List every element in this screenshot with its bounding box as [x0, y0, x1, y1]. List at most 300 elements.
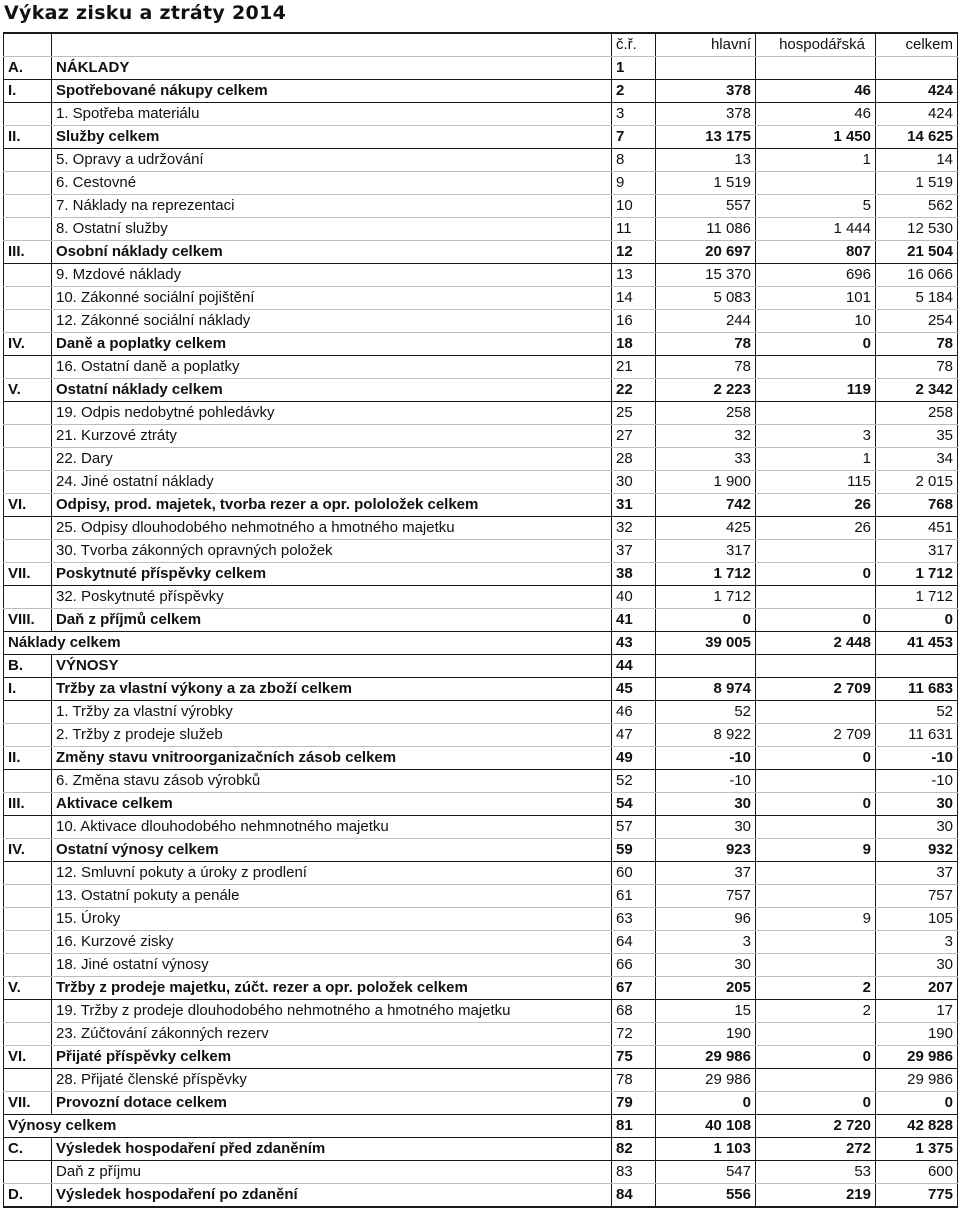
row-label: Spotřebované nákupy celkem: [52, 80, 612, 103]
section-marker: [4, 195, 52, 218]
row-number: 60: [612, 862, 656, 885]
row-number: 41: [612, 609, 656, 632]
value-main-activity: 317: [656, 540, 756, 563]
row-number: 30: [612, 471, 656, 494]
row-number: 45: [612, 678, 656, 701]
row-number: 44: [612, 655, 656, 678]
row-label: 25. Odpisy dlouhodobého nehmotného a hmotného majetku: [52, 517, 612, 540]
row-label: 15. Úroky: [52, 908, 612, 931]
row-label: Daň z příjmů celkem: [52, 609, 612, 632]
row-number: 83: [612, 1161, 656, 1184]
row-number: 47: [612, 724, 656, 747]
section-marker: [4, 931, 52, 954]
value-economic-activity: 9: [756, 908, 876, 931]
value-main-activity: 96: [656, 908, 756, 931]
value-total: 424: [876, 80, 958, 103]
section-row: [4, 1092, 958, 1115]
section-marker: VII.: [4, 563, 52, 586]
value-economic-activity: 53: [756, 1161, 876, 1184]
value-total: -10: [876, 770, 958, 793]
total-label: Náklady celkem: [4, 632, 612, 655]
value-main-activity: 923: [656, 839, 756, 862]
row-number: 82: [612, 1138, 656, 1161]
value-total: 5 184: [876, 287, 958, 310]
item-row: [4, 218, 958, 241]
section-marker: III.: [4, 793, 52, 816]
value-main-activity: 378: [656, 80, 756, 103]
value-main-activity: 8 974: [656, 678, 756, 701]
income-statement-table: [3, 32, 958, 1208]
value-main-activity: 15: [656, 1000, 756, 1023]
section-row: [4, 977, 958, 1000]
row-number: 81: [612, 1115, 656, 1138]
section-marker: [4, 103, 52, 126]
section-marker: I.: [4, 80, 52, 103]
value-main-activity: 78: [656, 356, 756, 379]
row-label: 16. Kurzové zisky: [52, 931, 612, 954]
header-total: celkem: [876, 33, 958, 57]
section-marker: [4, 586, 52, 609]
item-row: [4, 195, 958, 218]
value-economic-activity: 807: [756, 241, 876, 264]
item-row: [4, 770, 958, 793]
value-economic-activity: 2 709: [756, 678, 876, 701]
item-row: [4, 356, 958, 379]
value-economic-activity: 1 444: [756, 218, 876, 241]
value-economic-activity: 0: [756, 1092, 876, 1115]
section-marker: [4, 1000, 52, 1023]
value-main-activity: 1 712: [656, 563, 756, 586]
row-label: Tržby z prodeje majetku, zúčt. rezer a opr. položek celkem: [52, 977, 612, 1000]
value-main-activity: 1 900: [656, 471, 756, 494]
value-main-activity: 378: [656, 103, 756, 126]
value-total: 1 712: [876, 563, 958, 586]
section-row: [4, 1184, 958, 1208]
value-economic-activity: [756, 885, 876, 908]
value-total: 17: [876, 1000, 958, 1023]
section-marker: II.: [4, 126, 52, 149]
value-total: 12 530: [876, 218, 958, 241]
row-label: 16. Ostatní daně a poplatky: [52, 356, 612, 379]
value-main-activity: 39 005: [656, 632, 756, 655]
section-marker: [4, 425, 52, 448]
section-marker: [4, 724, 52, 747]
row-number: 46: [612, 701, 656, 724]
row-label: Tržby za vlastní výkony a za zboží celkem: [52, 678, 612, 701]
section-marker: VI.: [4, 494, 52, 517]
row-number: 28: [612, 448, 656, 471]
value-economic-activity: 2 448: [756, 632, 876, 655]
value-main-activity: -10: [656, 747, 756, 770]
value-economic-activity: 2: [756, 977, 876, 1000]
value-total: 0: [876, 609, 958, 632]
row-number: 66: [612, 954, 656, 977]
section-row: [4, 839, 958, 862]
row-number: 49: [612, 747, 656, 770]
item-row: [4, 264, 958, 287]
value-total: 35: [876, 425, 958, 448]
value-economic-activity: [756, 701, 876, 724]
row-label: 6. Cestovné: [52, 172, 612, 195]
section-marker: [4, 1023, 52, 1046]
row-label: 5. Opravy a udržování: [52, 149, 612, 172]
row-number: 79: [612, 1092, 656, 1115]
value-main-activity: 0: [656, 1092, 756, 1115]
row-label: Služby celkem: [52, 126, 612, 149]
value-main-activity: -10: [656, 770, 756, 793]
row-number: 16: [612, 310, 656, 333]
value-economic-activity: 1: [756, 448, 876, 471]
row-label: 13. Ostatní pokuty a penále: [52, 885, 612, 908]
row-label: 7. Náklady na reprezentaci: [52, 195, 612, 218]
value-main-activity: 742: [656, 494, 756, 517]
row-label: NÁKLADY: [52, 57, 612, 80]
value-economic-activity: 26: [756, 517, 876, 540]
value-main-activity: 30: [656, 954, 756, 977]
row-label: 18. Jiné ostatní výnosy: [52, 954, 612, 977]
section-marker: IV.: [4, 839, 52, 862]
row-label: Odpisy, prod. majetek, tvorba rezer a opr. pololožek celkem: [52, 494, 612, 517]
value-total: 21 504: [876, 241, 958, 264]
value-total: 42 828: [876, 1115, 958, 1138]
row-label: 1. Tržby za vlastní výrobky: [52, 701, 612, 724]
value-total: 0: [876, 1092, 958, 1115]
value-total: 207: [876, 977, 958, 1000]
row-number: 25: [612, 402, 656, 425]
value-total: 190: [876, 1023, 958, 1046]
row-number: 63: [612, 908, 656, 931]
row-label: Daně a poplatky celkem: [52, 333, 612, 356]
value-total: 254: [876, 310, 958, 333]
row-number: 31: [612, 494, 656, 517]
value-economic-activity: 2 709: [756, 724, 876, 747]
value-economic-activity: 5: [756, 195, 876, 218]
row-label: 8. Ostatní služby: [52, 218, 612, 241]
row-number: 84: [612, 1184, 656, 1208]
item-row: [4, 816, 958, 839]
row-number: 9: [612, 172, 656, 195]
value-total: 34: [876, 448, 958, 471]
value-total: 105: [876, 908, 958, 931]
value-total: 2 342: [876, 379, 958, 402]
item-row: [4, 448, 958, 471]
item-row: [4, 287, 958, 310]
value-main-activity: 557: [656, 195, 756, 218]
section-row: [4, 241, 958, 264]
value-economic-activity: 0: [756, 1046, 876, 1069]
row-number: 78: [612, 1069, 656, 1092]
row-number: 75: [612, 1046, 656, 1069]
section-marker: [4, 1161, 52, 1184]
value-main-activity: 205: [656, 977, 756, 1000]
row-label: Ostatní výnosy celkem: [52, 839, 612, 862]
value-main-activity: 0: [656, 609, 756, 632]
section-row: [4, 494, 958, 517]
row-label: Daň z příjmu: [52, 1161, 612, 1184]
value-main-activity: 13 175: [656, 126, 756, 149]
value-main-activity: 52: [656, 701, 756, 724]
item-row: [4, 1161, 958, 1184]
row-number: 27: [612, 425, 656, 448]
value-economic-activity: [756, 954, 876, 977]
row-number: 57: [612, 816, 656, 839]
value-main-activity: 33: [656, 448, 756, 471]
item-row: [4, 724, 958, 747]
value-total: 258: [876, 402, 958, 425]
value-total: 775: [876, 1184, 958, 1208]
item-row: [4, 1069, 958, 1092]
row-number: 12: [612, 241, 656, 264]
value-main-activity: 258: [656, 402, 756, 425]
section-marker: [4, 1069, 52, 1092]
value-total: 41 453: [876, 632, 958, 655]
value-main-activity: 32: [656, 425, 756, 448]
value-main-activity: 244: [656, 310, 756, 333]
value-economic-activity: [756, 402, 876, 425]
value-total: 30: [876, 954, 958, 977]
row-label: Osobní náklady celkem: [52, 241, 612, 264]
value-economic-activity: 46: [756, 80, 876, 103]
header-main-activity: hlavní: [656, 33, 756, 57]
section-marker: A.: [4, 57, 52, 80]
value-main-activity: 13: [656, 149, 756, 172]
item-row: [4, 425, 958, 448]
item-row: [4, 701, 958, 724]
item-row: [4, 172, 958, 195]
section-marker: I.: [4, 678, 52, 701]
row-number: 22: [612, 379, 656, 402]
value-total: 1 375: [876, 1138, 958, 1161]
section-row: [4, 793, 958, 816]
value-economic-activity: 2: [756, 1000, 876, 1023]
section-marker: [4, 448, 52, 471]
row-number: 14: [612, 287, 656, 310]
value-total: 30: [876, 816, 958, 839]
section-row: [4, 126, 958, 149]
value-economic-activity: 2 720: [756, 1115, 876, 1138]
item-row: [4, 1023, 958, 1046]
header-row: [4, 33, 958, 57]
value-main-activity: [656, 655, 756, 678]
section-row: [4, 655, 958, 678]
value-total: [876, 655, 958, 678]
value-total: 768: [876, 494, 958, 517]
row-label: 19. Tržby z prodeje dlouhodobého nehmotného a hmotného majetku: [52, 1000, 612, 1023]
value-total: 37: [876, 862, 958, 885]
row-label: 22. Dary: [52, 448, 612, 471]
value-total: 16 066: [876, 264, 958, 287]
row-label: Výsledek hospodaření po zdanění: [52, 1184, 612, 1208]
section-row: [4, 57, 958, 80]
value-main-activity: 8 922: [656, 724, 756, 747]
value-main-activity: 30: [656, 816, 756, 839]
value-economic-activity: [756, 862, 876, 885]
total-row: [4, 1115, 958, 1138]
section-marker: V.: [4, 977, 52, 1000]
row-label: Změny stavu vnitroorganizačních zásob celkem: [52, 747, 612, 770]
value-total: 11 631: [876, 724, 958, 747]
row-label: Provozní dotace celkem: [52, 1092, 612, 1115]
section-marker: VI.: [4, 1046, 52, 1069]
value-economic-activity: 101: [756, 287, 876, 310]
value-total: 78: [876, 333, 958, 356]
row-label: 32. Poskytnuté příspěvky: [52, 586, 612, 609]
value-main-activity: 29 986: [656, 1069, 756, 1092]
row-number: 21: [612, 356, 656, 379]
header-economic-activity: hospodářská: [756, 33, 876, 57]
value-total: [876, 57, 958, 80]
row-number: 72: [612, 1023, 656, 1046]
value-main-activity: 556: [656, 1184, 756, 1208]
row-label: 30. Tvorba zákonných opravných položek: [52, 540, 612, 563]
row-label: Ostatní náklady celkem: [52, 379, 612, 402]
row-label: 12. Zákonné sociální náklady: [52, 310, 612, 333]
value-economic-activity: [756, 356, 876, 379]
section-marker: [4, 701, 52, 724]
value-total: 757: [876, 885, 958, 908]
value-main-activity: 2 223: [656, 379, 756, 402]
value-total: 11 683: [876, 678, 958, 701]
section-marker: [4, 908, 52, 931]
value-economic-activity: 0: [756, 793, 876, 816]
section-marker: [4, 402, 52, 425]
section-marker: [4, 310, 52, 333]
value-total: 424: [876, 103, 958, 126]
header-empty-name: [52, 33, 612, 57]
item-row: [4, 310, 958, 333]
value-main-activity: 547: [656, 1161, 756, 1184]
section-row: [4, 333, 958, 356]
value-total: 78: [876, 356, 958, 379]
section-marker: [4, 356, 52, 379]
row-number: 32: [612, 517, 656, 540]
item-row: [4, 862, 958, 885]
value-main-activity: 40 108: [656, 1115, 756, 1138]
section-marker: [4, 770, 52, 793]
value-economic-activity: 1 450: [756, 126, 876, 149]
row-number: 10: [612, 195, 656, 218]
row-number: 61: [612, 885, 656, 908]
item-row: [4, 931, 958, 954]
value-economic-activity: 119: [756, 379, 876, 402]
row-number: 59: [612, 839, 656, 862]
value-economic-activity: 0: [756, 747, 876, 770]
value-main-activity: 757: [656, 885, 756, 908]
value-main-activity: 1 712: [656, 586, 756, 609]
row-number: 13: [612, 264, 656, 287]
row-label: 9. Mzdové náklady: [52, 264, 612, 287]
row-number: 2: [612, 80, 656, 103]
value-economic-activity: 46: [756, 103, 876, 126]
item-row: [4, 540, 958, 563]
row-number: 1: [612, 57, 656, 80]
value-economic-activity: 219: [756, 1184, 876, 1208]
value-economic-activity: 0: [756, 609, 876, 632]
section-marker: [4, 540, 52, 563]
value-total: 932: [876, 839, 958, 862]
value-total: 2 015: [876, 471, 958, 494]
section-marker: III.: [4, 241, 52, 264]
section-marker: IV.: [4, 333, 52, 356]
value-economic-activity: [756, 1023, 876, 1046]
item-row: [4, 517, 958, 540]
row-label: 24. Jiné ostatní náklady: [52, 471, 612, 494]
value-economic-activity: 1: [756, 149, 876, 172]
section-marker: B.: [4, 655, 52, 678]
section-marker: [4, 218, 52, 241]
row-number: 64: [612, 931, 656, 954]
section-marker: II.: [4, 747, 52, 770]
value-main-activity: 11 086: [656, 218, 756, 241]
section-row: [4, 563, 958, 586]
header-row-number: č.ř.: [612, 33, 656, 57]
row-label: 2. Tržby z prodeje služeb: [52, 724, 612, 747]
item-row: [4, 908, 958, 931]
value-economic-activity: 3: [756, 425, 876, 448]
item-row: [4, 954, 958, 977]
value-total: 317: [876, 540, 958, 563]
section-marker: [4, 517, 52, 540]
row-label: 12. Smluvní pokuty a úroky z prodlení: [52, 862, 612, 885]
value-economic-activity: [756, 770, 876, 793]
section-marker: D.: [4, 1184, 52, 1208]
value-total: 14 625: [876, 126, 958, 149]
row-number: 3: [612, 103, 656, 126]
item-row: [4, 402, 958, 425]
section-row: [4, 379, 958, 402]
item-row: [4, 471, 958, 494]
row-label: 1. Spotřeba materiálu: [52, 103, 612, 126]
section-marker: V.: [4, 379, 52, 402]
value-economic-activity: [756, 931, 876, 954]
section-row: [4, 1138, 958, 1161]
value-total: 29 986: [876, 1069, 958, 1092]
item-row: [4, 103, 958, 126]
value-main-activity: 1 103: [656, 1138, 756, 1161]
section-marker: [4, 816, 52, 839]
value-total: 14: [876, 149, 958, 172]
section-marker: [4, 172, 52, 195]
section-marker: [4, 149, 52, 172]
row-number: 7: [612, 126, 656, 149]
value-main-activity: 425: [656, 517, 756, 540]
value-main-activity: 1 519: [656, 172, 756, 195]
value-total: 52: [876, 701, 958, 724]
total-label: Výnosy celkem: [4, 1115, 612, 1138]
value-main-activity: [656, 57, 756, 80]
row-number: 43: [612, 632, 656, 655]
row-label: Aktivace celkem: [52, 793, 612, 816]
row-label: 28. Přijaté členské příspěvky: [52, 1069, 612, 1092]
value-economic-activity: [756, 816, 876, 839]
section-marker: [4, 954, 52, 977]
row-number: 38: [612, 563, 656, 586]
row-number: 18: [612, 333, 656, 356]
value-economic-activity: 0: [756, 563, 876, 586]
row-label: 23. Zúčtování zákonných rezerv: [52, 1023, 612, 1046]
value-economic-activity: [756, 586, 876, 609]
header-empty-label: [4, 33, 52, 57]
item-row: [4, 1000, 958, 1023]
row-label: Přijaté příspěvky celkem: [52, 1046, 612, 1069]
value-total: 29 986: [876, 1046, 958, 1069]
row-number: 68: [612, 1000, 656, 1023]
section-row: [4, 1046, 958, 1069]
value-main-activity: 20 697: [656, 241, 756, 264]
section-marker: [4, 471, 52, 494]
row-number: 54: [612, 793, 656, 816]
value-main-activity: 3: [656, 931, 756, 954]
